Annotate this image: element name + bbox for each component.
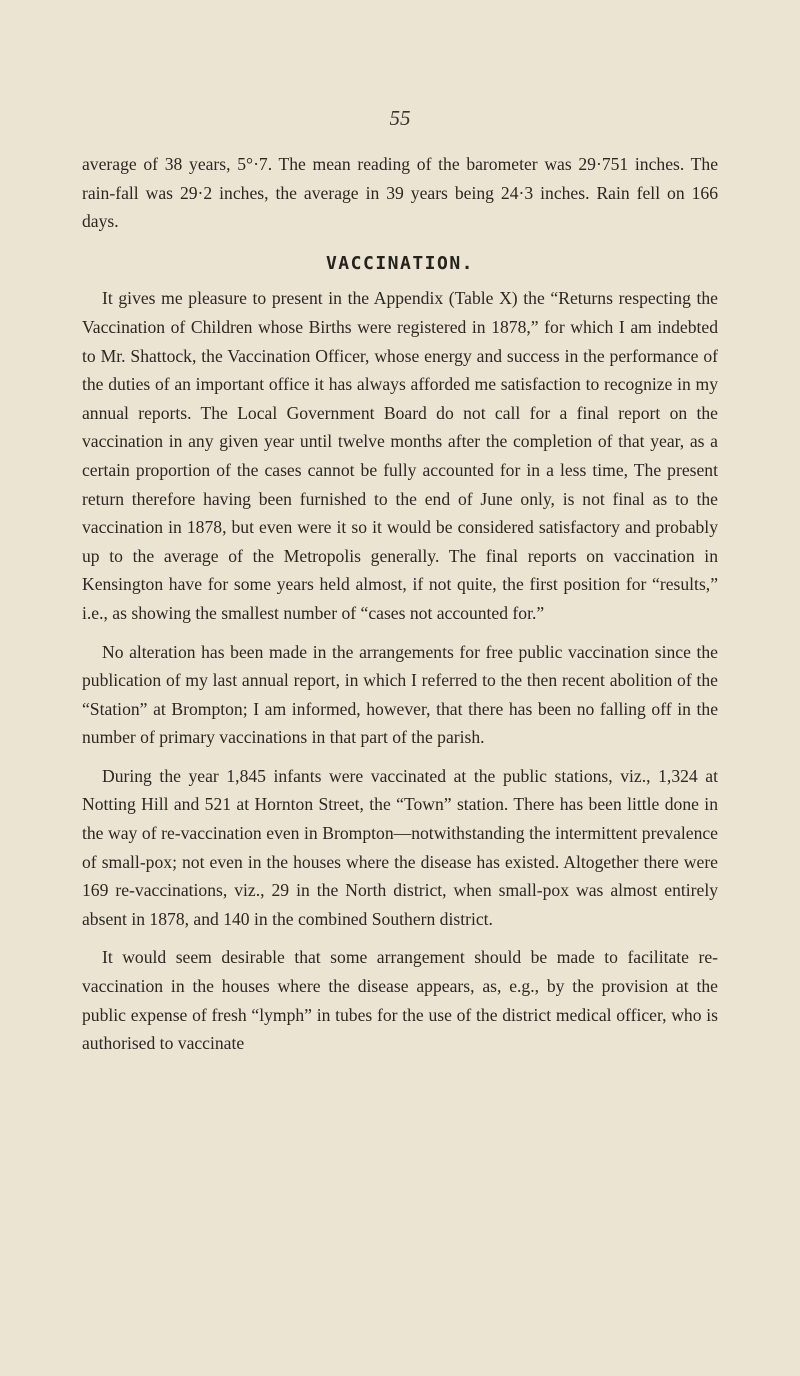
paragraph-infants: During the year 1,845 infants were vaccinated at the public stations, viz., 1,324 at Notting Hill and 521 at Hornton Street, the “Town” station. There has been little done in the way of re-vaccination even in Brompton—notwithstanding the intermittent prevalence of small-pox; not even in the houses where the disease has existed. Altogether there were 169 re-vaccinations, viz., 29 in the North district, when small-pox was almost entirely absent in 1878, and 140 in the combined Southern district. bbox=[82, 765, 718, 929]
page-number: 55 bbox=[389, 106, 411, 130]
paragraph-gap bbox=[82, 628, 718, 638]
paragraph-arrangements: No alteration has been made in the arrangements for free public vaccination since the publication of my last annual report, in which I referred to the then recent abolition of the “Station” at Brompton; I am informed, however, that there has been no falling off in the number of primary vaccinations in that part of the parish. bbox=[82, 641, 718, 748]
intro-paragraph: average of 38 years, 5°·7. The mean reading of the barometer was 29·751 inches. The rain-fall was 29·2 inches, the average in 39 years being 24·3 inches. Rain fell on 166 days. bbox=[82, 154, 718, 232]
paragraph-returns: It gives me pleasure to present in the Appendix (Table X) the “Returns respecting the Vaccination of Children whose Births were registered in 1878,” for which I am indebted to Mr. Shattock, the Vaccination Officer, whose energy and success in the performance of the duties of an important office it has always afforded me satisfaction to recognize in my annual reports. The Local Government Board do not call for a final report on the vaccination in any given year until twelve months after the completion of that year, as a certain proportion of the cases cannot be fully accounted for in a less time, The present return therefore having been furnished to the end of June only, is not final as to the vaccination in 1878, but even were it so it would be considered satisfactory and probably up to the average of the Metropolis generally. The final reports on vaccination in Kensington have for some years held almost, if not quite, the first position for “results,” i.e., as showing the smallest number of “cases not accounted for.” bbox=[82, 288, 718, 623]
paragraph-revaccination: It would seem desirable that some arrangement should be made to facilitate re-vaccination in the houses where the disease appears, as, e.g., by the provision at the public expense of fresh “lymph” in tubes for the use of the district medical officer, who is authorised to vaccinate bbox=[82, 947, 718, 1054]
section-heading: VACCINATION. bbox=[325, 252, 475, 274]
paragraph-gap bbox=[82, 933, 718, 943]
body-text bbox=[82, 150, 718, 1058]
paragraph-gap bbox=[82, 752, 718, 762]
